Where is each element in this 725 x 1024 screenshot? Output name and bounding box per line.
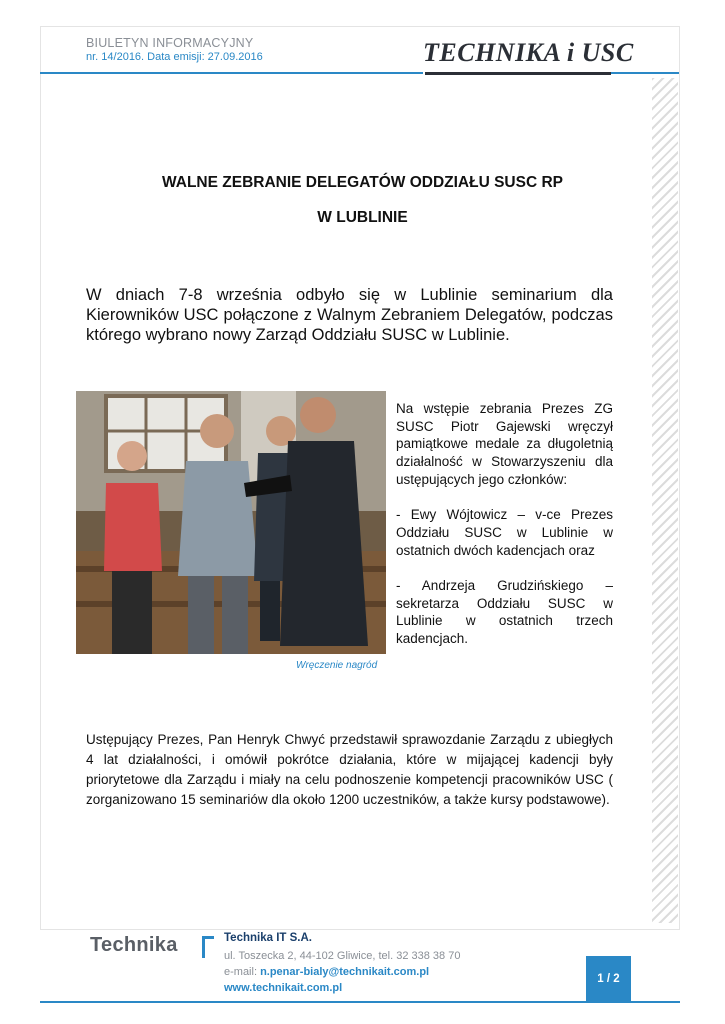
side-paragraph: Na wstępie zebrania Prezes ZG SUSC Piotr Gajewski wręczył pamiątkowe medale za długoletnią działalność w Stowarzyszeniu dla ustępujących jego członków: — [396, 401, 613, 487]
award-ceremony-photo — [76, 391, 386, 654]
decorative-hatch — [652, 78, 678, 923]
body-paragraph: Ustępujący Prezes, Pan Henryk Chwyć przedstawił sprawozdanie Zarządu z ubiegłych 4 lat działalności, i omówił pokrótce działania, które w mijającej kadencji były priorytetowe dla Zarządu i miały na celu podnoszenie kompetencji pracowników USC ( zorganizowano 15 seminariów dla około 1200 uczestników, a także kursy podstawowe). — [86, 732, 613, 807]
logo-text: TECHNIKA i USC — [423, 38, 634, 67]
technika-it-logo — [90, 934, 218, 962]
header-rule-right — [611, 72, 679, 74]
bulletin-title: BIULETYN INFORMACYJNY — [86, 36, 254, 50]
page-number: 1 / 2 — [586, 956, 631, 1002]
footer-logo-text: Technika — [90, 934, 178, 956]
company-address: ul. Toszecka 2, 44-102 Gliwice, tel. 32 338 38 70 — [224, 950, 461, 962]
side-column — [396, 400, 613, 648]
article-subtitle: W LUBLINIE — [317, 209, 408, 226]
logo-underline — [425, 72, 611, 75]
header-rule — [40, 72, 423, 74]
technika-usc-logo — [423, 38, 634, 84]
photo-caption: Wręczenie nagród — [296, 660, 378, 671]
lead-paragraph: W dniach 7-8 września odbyło się w Lublinie seminarium dla Kierowników USC połączone z Walnym Zebraniem Delegatów, podczas którego wybrano nowy Zarząd Oddziału SUSC w Lublinie. — [86, 286, 613, 344]
website-link[interactable]: www.technikait.com.pl — [224, 982, 343, 994]
side-paragraph: - Andrzeja Grudzińskiego – sekretarza Oddziału SUSC w Lublinie w ostatnich trzech kadencjach. — [396, 578, 613, 647]
footer-logo-mark — [202, 936, 214, 958]
article-title: WALNE ZEBRANIE DELEGATÓW ODDZIAŁU SUSC RP — [162, 174, 563, 191]
footer-rule — [40, 1001, 680, 1003]
email-row — [224, 966, 429, 978]
email-label: e-mail: — [224, 966, 261, 978]
email-link[interactable]: n.penar-bialy@technikait.com.pl — [260, 966, 430, 978]
company-name: Technika IT S.A. — [224, 932, 312, 944]
photo-illustration — [76, 391, 386, 654]
side-paragraph: - Ewy Wójtowicz – v-ce Prezes Oddziału SUSC w Lublinie w ostatnich dwóch kadencjach oraz — [396, 507, 613, 558]
issue-info: nr. 14/2016. Data emisji: 27.09.2016 — [86, 51, 263, 63]
